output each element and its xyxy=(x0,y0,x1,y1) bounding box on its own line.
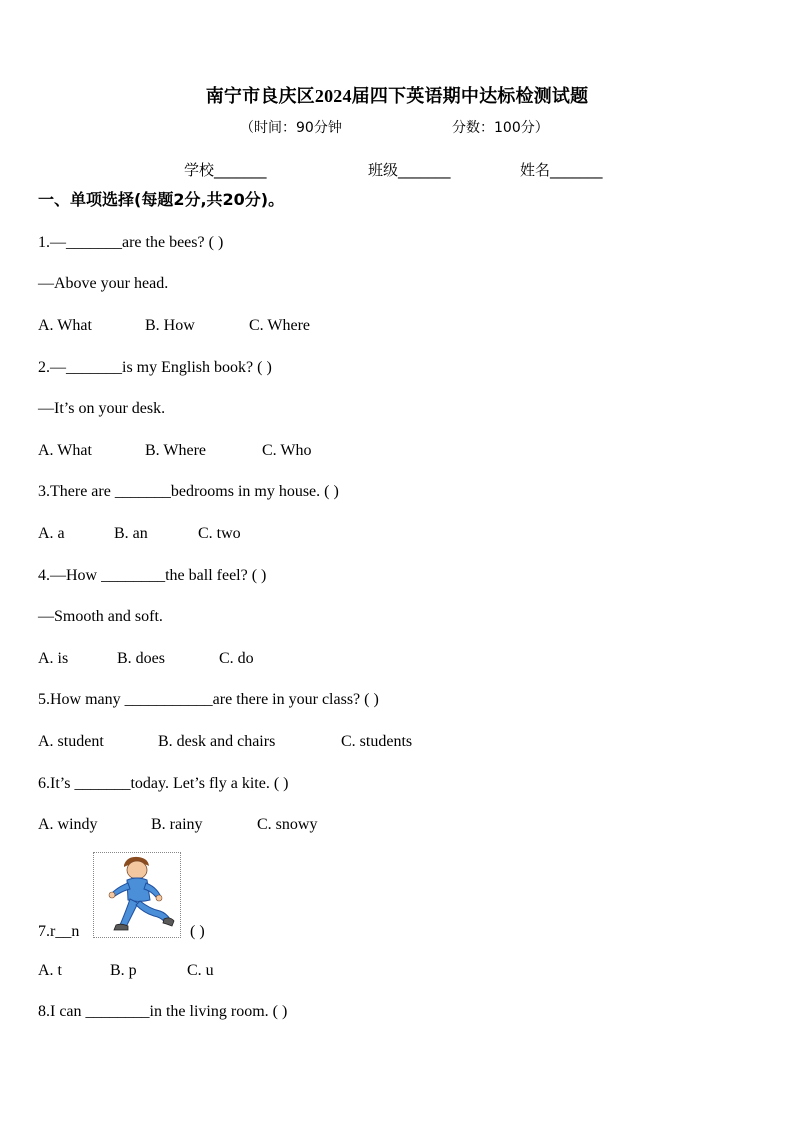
option-b[interactable]: B. does xyxy=(117,650,165,667)
question-options xyxy=(38,961,214,981)
option-a[interactable]: A. What xyxy=(38,317,92,334)
option-b[interactable]: B. p xyxy=(110,962,137,979)
name-field[interactable]: 姓名_______ xyxy=(520,161,603,179)
option-c[interactable]: C. students xyxy=(341,733,413,750)
option-a[interactable]: A. student xyxy=(38,733,104,750)
option-b[interactable]: B. How xyxy=(145,317,195,334)
option-a[interactable]: A. windy xyxy=(38,816,98,833)
option-c[interactable]: C. two xyxy=(198,525,241,542)
question-stem: 2.—_______is my English book? ( ) xyxy=(38,359,272,376)
answer-blank[interactable]: ( ) xyxy=(190,923,205,940)
section-title: 一、单项选择(每题2分,共20分)。 xyxy=(38,190,285,209)
exam-time: （时间：90分钟 xyxy=(240,120,342,136)
running-boy-picture xyxy=(93,852,181,938)
question-options xyxy=(38,316,310,336)
question-options xyxy=(38,815,317,835)
question-options xyxy=(38,441,311,461)
question-options xyxy=(38,649,254,669)
question-stem: 5.How many ___________are there in your class? ( ) xyxy=(38,691,379,708)
option-a[interactable]: A. is xyxy=(38,650,69,667)
question-stem: 8.I can ________in the living room. ( ) xyxy=(38,1003,288,1020)
option-a[interactable]: A. t xyxy=(38,962,62,979)
question-stem: 6.It’s _______today. Let’s fly a kite. ( ) xyxy=(38,775,289,792)
question-reply: —Smooth and soft. xyxy=(38,608,163,625)
option-b[interactable]: B. desk and chairs xyxy=(158,733,276,750)
option-b[interactable]: B. Where xyxy=(145,442,207,459)
question-stem: 3.There are _______bedrooms in my house. ( ) xyxy=(38,483,339,500)
option-a[interactable]: A. What xyxy=(38,442,92,459)
option-c[interactable]: C. Where xyxy=(249,317,311,334)
page-title: 南宁市良庆区2024届四下英语期中达标检测试题 xyxy=(205,86,589,106)
option-b[interactable]: B. rainy xyxy=(151,816,203,833)
option-c[interactable]: C. Who xyxy=(262,442,312,459)
question-reply: —It’s on your desk. xyxy=(38,400,166,417)
option-c[interactable]: C. u xyxy=(187,962,214,979)
question-options xyxy=(38,524,241,544)
question-stem: 1.—_______are the bees? ( ) xyxy=(38,234,224,251)
question-options xyxy=(38,732,412,752)
option-c[interactable]: C. snowy xyxy=(257,816,318,833)
class-field[interactable]: 班级_______ xyxy=(368,161,451,179)
question-stem: 7.r__n xyxy=(38,923,80,940)
question-stem: 4.—How ________the ball feel? ( ) xyxy=(38,567,267,584)
exam-score: 分数：100分） xyxy=(452,120,549,136)
option-b[interactable]: B. an xyxy=(114,525,148,542)
school-field[interactable]: 学校_______ xyxy=(184,161,267,179)
question-reply: —Above your head. xyxy=(38,275,169,292)
option-c[interactable]: C. do xyxy=(219,650,254,667)
running-boy-icon xyxy=(94,853,180,937)
option-a[interactable]: A. a xyxy=(38,525,65,542)
